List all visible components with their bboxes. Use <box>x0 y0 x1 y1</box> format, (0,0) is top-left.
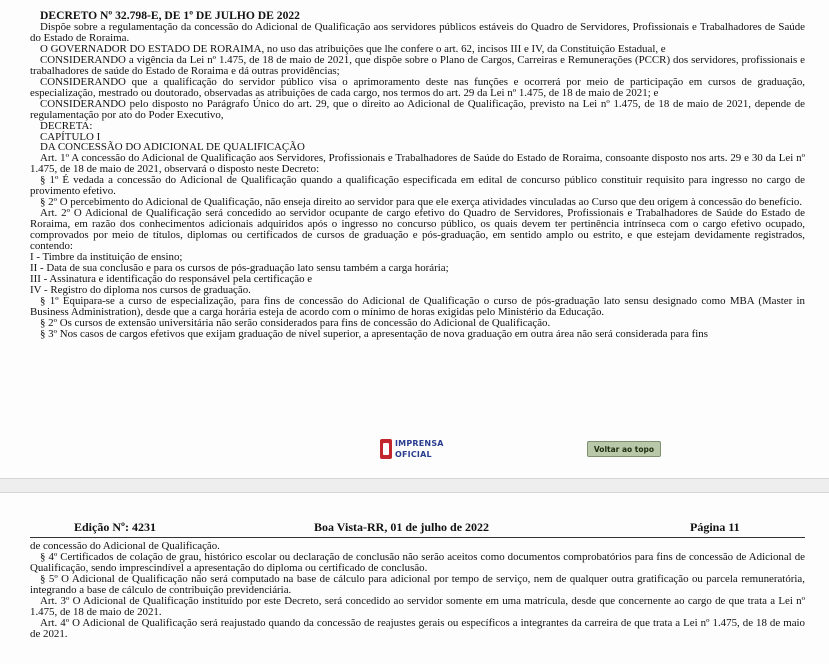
list-item: I - Timbre da instituição de ensino; <box>30 251 183 264</box>
paragraph: O GOVERNADOR DO ESTADO DE RORAIMA, no uso das atribuições que lhe confere o art. 62, incisos III e IV, da Constituição Estadual, e <box>40 42 666 55</box>
article: Art. 2º O Adicional de Qualificação será concedido ao servidor ocupante de cargo efetivo do Quadro de Servidores, Profissionais e Trabalhadores de Saúde do Estado de Roraima, em razão dos conhecimentos adicionais adquiridos após o ingresso no concurso público, os quais devem ter pertinência intrínseca com o cargo efetivo ocupado, comprovados por meio de títulos, diplomas ou certificados de cursos de graduação e pós-graduação, em sentido amplo ou estrito, e que estejam devidamente registrados, contendo: <box>30 207 805 253</box>
page-header <box>30 520 805 538</box>
list-item: IV - Registro do diploma nos cursos de graduação. <box>30 283 251 296</box>
paragraph: CONSIDERANDO que a qualificação do servidor público visa o aprimoramento deste nas funções e ocorrerá por meio de participação em cursos de graduação, especialização, mestrado ou doutorado, observadas as atribuições de cada cargo, nos termos do art. 29 da Lei nº 1.475, de 18 de maio de 2021; e <box>30 75 805 99</box>
list-item: II - Data de sua conclusão e para os cursos de pós-graduação lato sensu também a carga horária; <box>30 261 449 274</box>
decree-body <box>30 9 805 340</box>
chapter-title: DA CONCESSÃO DO ADICIONAL DE QUALIFICAÇÃO <box>40 141 305 154</box>
paragraph: § 4º Certificados de colação de grau, histórico escolar ou declaração de conclusão não serão aceitos como documentos comprobatórios para fins de concessão de Adicional de Qualificação, sendo imprescindível a apresentação do diploma ou certificado de conclusão. <box>30 550 805 574</box>
press-logo-icon <box>380 439 392 459</box>
article: Art. 3º O Adicional de Qualificação instituído por este Decreto, será concedido ao servidor somente em uma matrícula, desde que concernente ao cargo de que trata a Lei nº 1.475, de 18 de maio de 2021. <box>30 594 805 618</box>
decree-body-continued <box>30 541 805 640</box>
paragraph: CONSIDERANDO a vigência da Lei nº 1.475, de 18 de maio de 2021, que dispõe sobre o Plano de Cargos, Carreiras e Remunerações (PCCR) dos servidores, profissionais e trabalhadores de saúde do Estado de Roraima e dá outras providências; <box>30 53 805 77</box>
paragraph: de concessão do Adicional de Qualificação. <box>30 540 220 552</box>
paragraph: CONSIDERANDO pelo disposto no Parágrafo Único do art. 29, que o direito ao Adicional de Qualificação, previsto na Lei nº 1.475, de 18 de maio de 2021, depende de regulamentação por ato do Poder Executivo, <box>30 97 805 121</box>
logo-text-line1: IMPRENSA <box>395 439 444 448</box>
edition-number: Edição Nº: 4231 <box>74 520 156 534</box>
back-to-top-button[interactable]: Voltar ao topo <box>587 441 661 457</box>
paragraph: § 1º Equipara-se a curso de especialização, para fins de concessão do Adicional de Qualificação o curso de pós-graduação lato sensu designado como MBA (Master in Business Administration), desde que a carga horária esteja de acordo com o mínimo de horas exigidas pelo Ministério da Educação. <box>30 294 805 318</box>
chapter-heading: CAPÍTULO I <box>40 130 101 143</box>
paragraph: § 2º O percebimento do Adicional de Qualificação, não enseja direito ao servidor para que ele exerça atividades vinculadas ao Curso que deu origem à concessão do benefício. <box>40 196 803 209</box>
decree-summary: Dispõe sobre a regulamentação da concessão do Adicional de Qualificação aos servidores públicos estáveis do Quadro de Servidores, Profissionais e Trabalhadores de Saúde do Estado de Roraima. <box>30 21 805 44</box>
paragraph: § 1º É vedada a concessão do Adicional de Qualificação quando a qualificação especificada em edital de concurso público constituir requisito para ingresso no cargo de provimento efetivo. <box>30 174 805 198</box>
paragraph: § 5º O Adicional de Qualificação não será computado na base de cálculo para adicional por tempo de serviço, nem de qualquer outra gratificação ou parcela remuneratória, integrando a base de cálculo de contribuição previdenciária. <box>30 572 805 596</box>
city-date: Boa Vista-RR, 01 de julho de 2022 <box>314 520 490 534</box>
article: Art. 4º O Adicional de Qualificação será reajustado quando da concessão de reajustes gerais ou específicos a integrantes da carreira de que trata a Lei nº 1.475, de 18 de maio de 2021. <box>30 616 805 640</box>
page-number: Página 11 <box>690 520 740 534</box>
article: Art. 1º A concessão do Adicional de Qualificação aos Servidores, Profissionais e Trabalhadores de Saúde do Estado de Roraima, consoante disposto nos arts. 29 e 30 da Lei nº 1.475, de 18 de maio de 2021, observará o disposto neste Decreto: <box>30 152 805 176</box>
imprensa-oficial-logo <box>380 437 444 463</box>
logo-text-line2: OFICIAL <box>395 450 432 459</box>
decree-title: DECRETO Nº 32.798-E, DE 1º DE JULHO DE 2022 <box>40 9 300 22</box>
paragraph: § 3º Nos casos de cargos efetivos que exijam graduação de nível superior, a apresentação de nova graduação em outra área não será considerada para fins <box>40 327 708 340</box>
paragraph: § 2º Os cursos de extensão universitária não serão considerados para fins de concessão do Adicional de Qualificação. <box>40 316 551 329</box>
decreta-label: DECRETA: <box>40 119 93 132</box>
list-item: III - Assinatura e identificação do responsável pela certificação e <box>30 272 313 285</box>
